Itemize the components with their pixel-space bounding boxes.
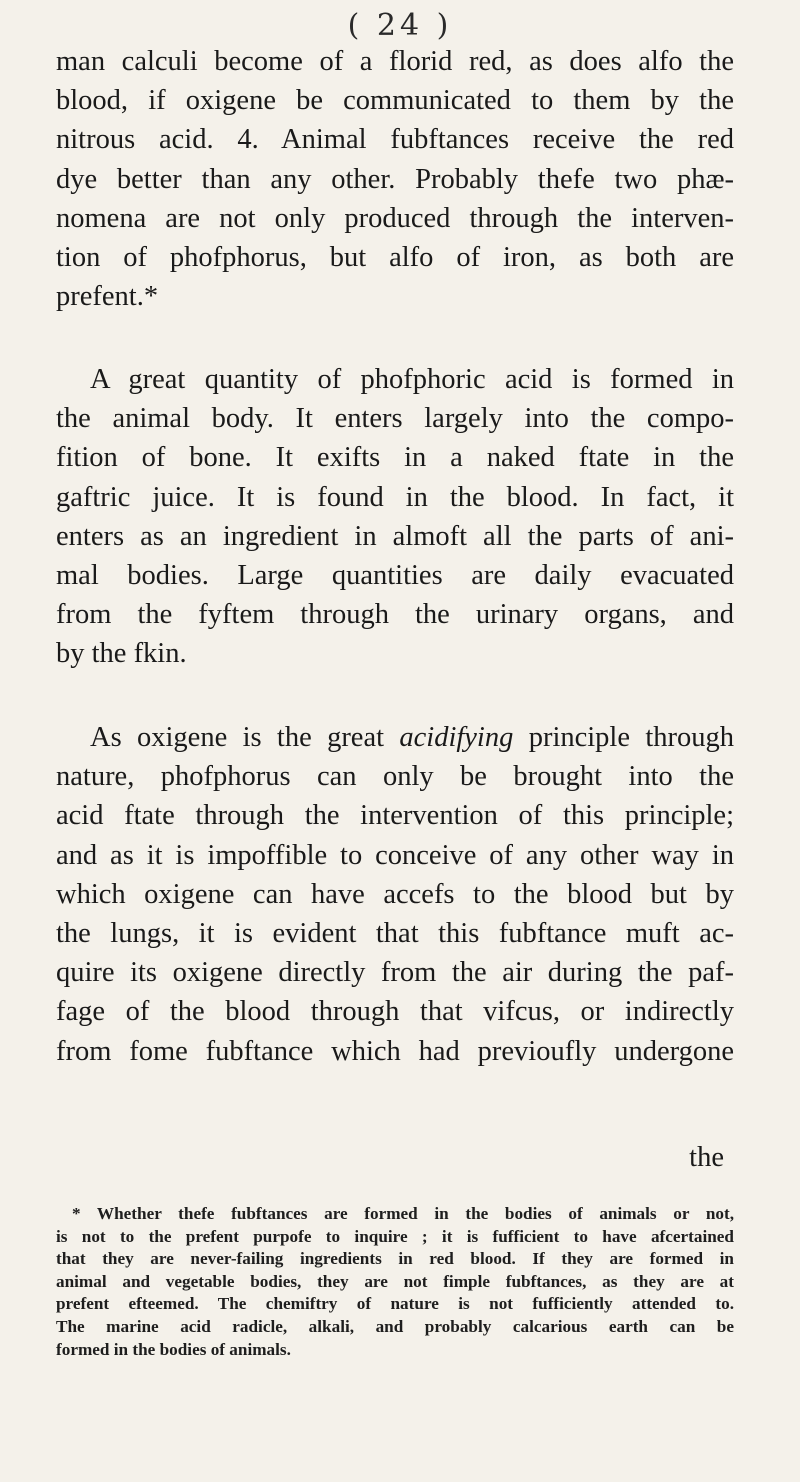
text-line: man calculi become of a florid red, as does alfo the xyxy=(56,46,734,77)
footnote-line: The marine acid radicle, alkali, and probably calcarious earth can be xyxy=(56,1316,734,1336)
text-line: and as it is impoffible to conceive of any other way in xyxy=(56,839,734,871)
text-line: gaftric juice. It is found in the blood. In fact, it xyxy=(56,481,734,513)
text-line: quire its oxigene directly from the air during the paf- xyxy=(56,957,734,989)
text-line: dye better than any other. Probably thefe two phæ- xyxy=(56,163,734,195)
text-line: the animal body. It enters largely into the compo- xyxy=(56,403,734,435)
catchword: the xyxy=(689,1142,724,1173)
italic-word: acidifying xyxy=(399,722,514,753)
footnote xyxy=(56,1203,734,1361)
footnote-line: * Whether thefe fubftances are formed in the bodies of animals or not, xyxy=(72,1204,734,1223)
footnote-line: prefent efteemed. The chemiftry of nature is not fufficiently attended to. xyxy=(56,1294,734,1314)
paragraph-1 xyxy=(56,42,734,316)
footnote-line: is not to the prefent purpofe to inquire ; it is fufficient to have afcertained xyxy=(56,1226,734,1246)
text-line: from the fyftem through the urinary organs, and xyxy=(56,599,734,631)
text-line: prefent.* xyxy=(56,281,159,313)
text-line: blood, if oxigene be communicated to them by the xyxy=(56,85,734,117)
text-line xyxy=(56,718,734,757)
footnote-line: animal and vegetable bodies, they are not fimple fubftances, as they are at xyxy=(56,1271,734,1291)
text-line: by the fkin. xyxy=(56,638,187,670)
text-run: principle through xyxy=(528,722,734,753)
footnote-line: formed in the bodies of animals. xyxy=(56,1339,291,1359)
footnote-line: that they are never-failing ingredients in red blood. If they are formed in xyxy=(56,1249,734,1269)
text-line: A great quantity of phofphoric acid is formed in xyxy=(90,364,734,395)
page-number: ( 24 ) xyxy=(347,8,453,43)
text-line: mal bodies. Large quantities are daily evacuated xyxy=(56,560,734,592)
text-line: acid ftate through the intervention of this principle; xyxy=(56,800,734,832)
paragraph-3 xyxy=(56,718,734,1071)
text-line: from fome fubftance which had previoufly undergone xyxy=(56,1035,734,1067)
text-line: which oxigene can have accefs to the blood but by xyxy=(56,878,734,910)
text-line: enters as an ingredient in almoft all the parts of ani- xyxy=(56,520,734,552)
text-line: the lungs, it is evident that this fubftance muft ac- xyxy=(56,918,734,950)
paragraph-2 xyxy=(56,360,734,674)
text-line: tion of phofphorus, but alfo of iron, as both are xyxy=(56,242,734,274)
text-line: nomena are not only produced through the interven- xyxy=(56,202,734,234)
text-line: fition of bone. It exifts in a naked ftate in the xyxy=(56,442,734,474)
text-line: fage of the blood through that vifcus, or indirectly xyxy=(56,996,734,1028)
text-line: nature, phofphorus can only be brought into the xyxy=(56,761,734,793)
text-run: As oxigene is the great xyxy=(90,722,385,753)
text-line: nitrous acid. 4. Animal fubftances receive the red xyxy=(56,124,734,156)
